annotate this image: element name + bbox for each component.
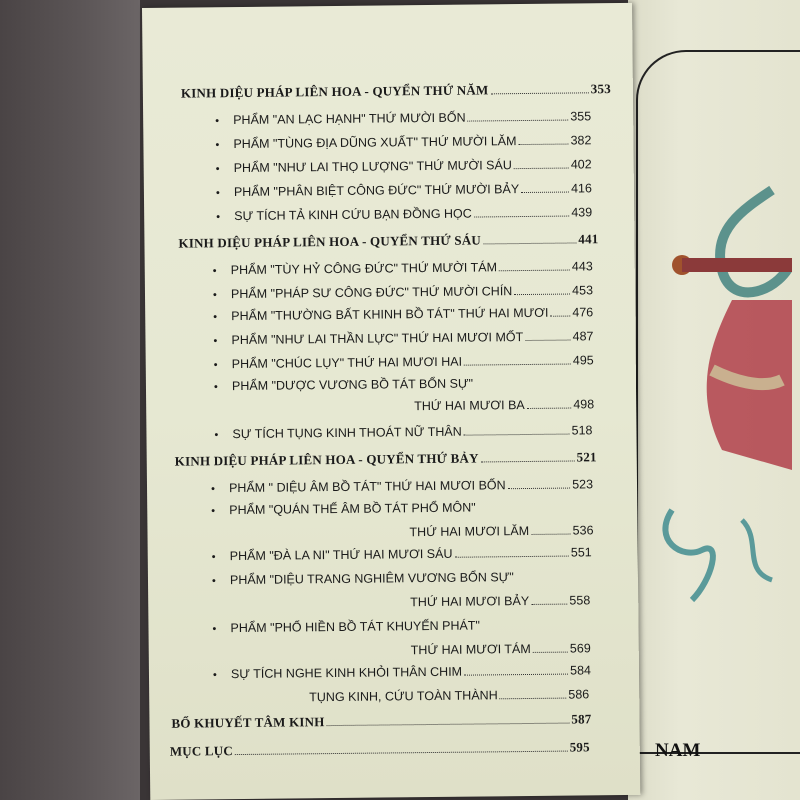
dot-leader (454, 555, 568, 558)
dot-leader (514, 293, 570, 296)
toc-entry-title: SỰ TÍCH TỤNG KINH THOÁT NỮ THÂN (232, 424, 462, 442)
toc-entry-title: PHẨM "AN LẠC HẠNH" THỨ MƯỜI BỐN (233, 110, 466, 128)
bullet: • (215, 139, 220, 152)
bullet: • (212, 623, 217, 636)
bullet: • (215, 115, 220, 128)
table-of-contents (142, 3, 640, 800)
toc-heading (171, 711, 591, 731)
bullet: • (212, 289, 217, 302)
dot-leader (521, 191, 569, 194)
toc-entry (213, 283, 593, 301)
dot-leader (464, 433, 570, 436)
toc-entry-title: PHẨM "QUÁN THẾ ÂM BỒ TÁT PHỔ MÔN" (229, 500, 476, 518)
bullet: • (210, 483, 215, 496)
dot-leader (483, 241, 576, 244)
page-number: 495 (572, 353, 594, 368)
bullet: • (212, 669, 217, 682)
dot-leader (531, 603, 567, 605)
page-number: 498 (573, 397, 595, 412)
toc-entry-title: PHẨM "TÙY HỶ CÔNG ĐỨC" THỨ MƯỜI TÁM (230, 260, 498, 278)
bullet: • (213, 335, 218, 348)
bullet: • (213, 359, 218, 372)
page-number: 586 (568, 687, 590, 702)
toc-heading (175, 449, 597, 469)
toc-entry-continuation (410, 593, 590, 609)
bullet: • (215, 163, 220, 176)
toc-heading-title: BỔ KHUYẾT TÂM KINH (171, 714, 325, 731)
page-number: 587 (571, 711, 592, 727)
page-number: 595 (569, 739, 590, 755)
toc-entry (213, 663, 591, 681)
toc-entry-title: SỰ TÍCH TẢ KINH CỨU BẠN ĐỒNG HỌC (234, 206, 472, 224)
page-number: 402 (570, 157, 592, 172)
bullet: • (211, 575, 216, 588)
toc-entry (214, 353, 594, 371)
toc-entry (213, 259, 593, 277)
bullet: • (213, 381, 218, 394)
toc-entry (212, 569, 592, 587)
page-number: 476 (572, 305, 594, 320)
toc-entry-title: THỨ HAI MƯƠI BA (414, 398, 525, 414)
toc-entry-title: THỨ HAI MƯƠI TÁM (410, 641, 531, 658)
toc-entry-title: TỤNG KINH, CỨU TOÀN THÀNH (309, 688, 498, 705)
page-number: 551 (570, 545, 592, 560)
toc-entry (214, 375, 594, 393)
toc-entry (215, 133, 591, 151)
toc-page (142, 3, 640, 800)
dot-leader (481, 459, 575, 462)
toc-entry (213, 329, 593, 347)
dot-leader (531, 533, 571, 535)
dot-leader (508, 487, 571, 490)
toc-entry-title: PHẨM "DƯỢC VƯƠNG BỒ TÁT BỔN SỰ" (231, 376, 474, 394)
page-number: 382 (570, 133, 592, 148)
bullet: • (213, 311, 218, 324)
toc-entry (211, 477, 593, 495)
page-number: 558 (569, 593, 591, 608)
toc-entry-title: PHẨM "NHƯ LAI THẦN LỰC" THỨ HAI MƯƠI MỐT (231, 330, 524, 348)
toc-entry-title: PHẨM "TÙNG ĐỊA DŨNG XUẤT" THỨ MƯỜI LĂM (233, 134, 517, 152)
toc-entry-continuation (309, 687, 589, 704)
dot-leader (527, 407, 572, 409)
page-number: 355 (570, 109, 592, 124)
toc-heading-title: KINH DIỆU PHÁP LIÊN HOA - QUYỂN THỨ NĂM (180, 82, 489, 101)
dot-leader (474, 215, 570, 218)
page-number: 443 (571, 259, 593, 274)
toc-entry (214, 423, 592, 441)
dot-leader (327, 722, 570, 727)
toc-entry-title: PHẨM "PHÂN BIỆT CÔNG ĐỨC" THỨ MƯỜI BẢY (233, 182, 520, 200)
toc-entry (216, 181, 592, 199)
dot-leader (464, 673, 568, 676)
illustration-frame (636, 50, 800, 754)
toc-heading-title: KINH DIỆU PHÁP LIÊN HOA - QUYỂN THỨ SÁU (178, 232, 482, 251)
toc-entry-continuation (409, 523, 593, 539)
dot-leader (468, 119, 569, 122)
toc-entry-title: PHẨM "ĐÀ LA NI" THỨ HAI MƯƠI SÁU (229, 546, 453, 564)
toc-entry (215, 109, 591, 127)
dot-leader (525, 339, 570, 341)
page-number: 536 (572, 523, 594, 538)
page-number: 439 (571, 205, 593, 220)
page-number: 569 (569, 641, 591, 656)
page-number: 523 (572, 477, 594, 492)
toc-entry-continuation (411, 641, 591, 657)
toc-entry-title: PHẨM "DIỆU TRANG NGHIÊM VƯƠNG BỔN SỰ" (229, 570, 514, 588)
toc-heading (181, 81, 611, 102)
toc-heading (178, 231, 598, 251)
page-number: 584 (570, 663, 592, 678)
bullet: • (212, 265, 217, 278)
page-number: 353 (590, 81, 611, 97)
toc-heading-title: KINH DIỆU PHÁP LIÊN HOA - QUYỂN THỨ BẢY (174, 450, 479, 469)
dot-leader (499, 269, 570, 272)
dot-leader (235, 750, 568, 755)
bullet: • (215, 187, 220, 200)
dot-leader (519, 143, 569, 146)
toc-entry (213, 305, 593, 323)
toc-entry-title: PHẨM " DIỆU ÂM BỒ TÁT" THỨ HAI MƯƠI BỐN (228, 478, 506, 496)
dot-leader (464, 363, 571, 366)
page-number: 518 (571, 423, 593, 438)
background-left (0, 0, 140, 800)
page-number: 441 (578, 231, 599, 247)
illustration-caption: NAM (655, 740, 701, 761)
toc-entry (211, 499, 593, 517)
toc-entry-title: THỨ HAI MƯƠI BẢY (410, 593, 530, 610)
toc-entry-title: PHẨM "THƯỜNG BẤT KHINH BỒ TÁT" THỨ HAI MƯƠI (231, 305, 549, 324)
bullet: • (214, 429, 219, 442)
bullet: • (216, 211, 221, 224)
toc-entry-title: SỰ TÍCH NGHE KINH KHỎI THÂN CHIM (230, 664, 463, 682)
dot-leader (490, 91, 588, 94)
toc-entry-title: PHẨM "NHƯ LAI THỌ LƯỢNG" THỨ MƯỜI SÁU (233, 158, 512, 176)
toc-entry-title: PHẨM "PHỔ HIỀN BỒ TÁT KHUYẾN PHÁT" (230, 618, 480, 636)
bullet: • (211, 505, 216, 518)
bullet: • (211, 551, 216, 564)
page-number: 521 (576, 449, 597, 465)
toc-entry (216, 157, 592, 175)
toc-entry-title: THỨ HAI MƯƠI LĂM (409, 523, 530, 540)
dot-leader (533, 651, 568, 653)
toc-entry-title: PHẨM "PHÁP SƯ CÔNG ĐỨC" THỨ MƯỜI CHÍN (230, 284, 513, 302)
toc-heading-title: MỤC LỤC (169, 743, 234, 759)
dot-leader (550, 315, 570, 317)
dot-leader (500, 697, 567, 700)
toc-entry-title: PHẨM "CHÚC LỤY" THỨ HAI MƯƠI HAI (231, 354, 463, 372)
toc-heading (170, 739, 590, 759)
page-number: 416 (570, 181, 592, 196)
toc-entry (212, 545, 592, 563)
dot-leader (514, 167, 569, 170)
page-number: 487 (572, 329, 594, 344)
toc-entry (216, 205, 592, 223)
toc-entry (212, 617, 590, 635)
page-number: 453 (572, 283, 594, 298)
toc-entry-continuation (414, 397, 594, 413)
